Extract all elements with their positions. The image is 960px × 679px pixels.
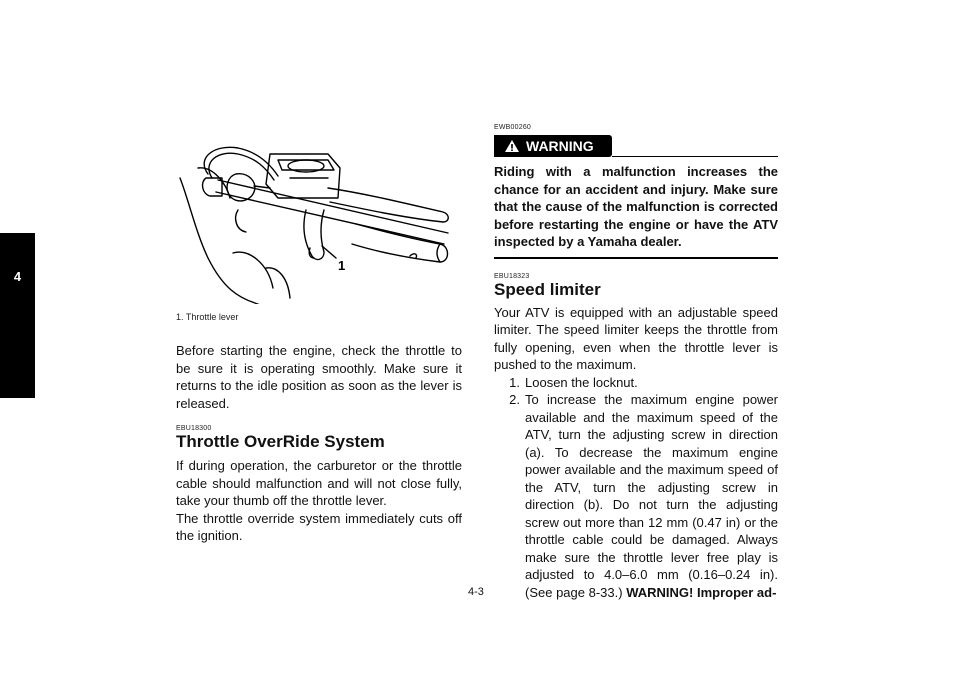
right-column [494, 124, 778, 601]
step-number: 2. [509, 392, 520, 407]
step-text: Loosen the locknut. [525, 374, 638, 390]
page-number: 4-3 [468, 586, 484, 598]
throttle-lever-illustration [178, 138, 460, 304]
step-warning-tail: WARNING! Improper ad- [626, 584, 777, 600]
warning-badge [494, 135, 612, 157]
section-code-throttle-override: EBU18300 [176, 425, 212, 432]
step-text-container [525, 391, 778, 601]
list-item [494, 374, 778, 392]
warning-text: Riding with a malfunction increases the chance for an accident and injury. Make sure that the cause of the malfunction is corrected before restarting the engine or have the ATV inspected by a Yamaha dealer. [494, 163, 778, 259]
left-column [176, 342, 462, 545]
section-code-speed-limiter: EBU18323 [494, 272, 530, 280]
figure-callout-1: 1 [338, 258, 346, 273]
heading-throttle-override: Throttle OverRide System [176, 432, 385, 451]
speed-limiter-steps [494, 374, 778, 602]
figure-caption: 1. Throttle lever [176, 312, 239, 322]
throttle-check-paragraph: Before starting the engine, check the throttle to be sure it is operating smoothly. Make sure it returns to the idle position as soon as the lever is released. [176, 343, 462, 411]
warning-triangle-icon [504, 139, 520, 153]
chapter-tab [0, 233, 35, 398]
heading-speed-limiter: Speed limiter [494, 279, 601, 299]
list-item [494, 391, 778, 601]
step-number: 1. [509, 374, 520, 390]
throttle-override-paragraph-1: If during operation, the carburetor or the throttle cable should malfunction and will not close fully, take your thumb off the throttle lever. [176, 458, 462, 508]
warning-code: EWB00260 [494, 124, 532, 131]
warning-label: WARNING [526, 138, 594, 154]
warning-rule [612, 156, 778, 157]
throttle-override-paragraph-2: The throttle override system immediately cuts off the ignition. [176, 510, 462, 543]
step-text: To increase the maximum engine power available and the maximum speed of the ATV, turn the adjusting screw in direction (a). To decrease the maximum engine power available and the maximum speed of the ATV, turn the adjusting screw in direction (b). Do not turn the adjusting screw out more than 12 mm (0.47 in) or the throttle cable could be damaged. Always make sure the throttle lever free play is adjusted to 4.0–6.0 mm (0.16–0.24 in). (See page 8-33.) [525, 392, 778, 600]
speed-limiter-intro: Your ATV is equipped with an adjustable speed limiter. The speed limiter keeps the throttle from fully opening, even when the throttle lever is pushed to the maximum. [494, 304, 778, 372]
warning-header [494, 135, 778, 157]
chapter-tab-label: 4 [13, 269, 22, 284]
